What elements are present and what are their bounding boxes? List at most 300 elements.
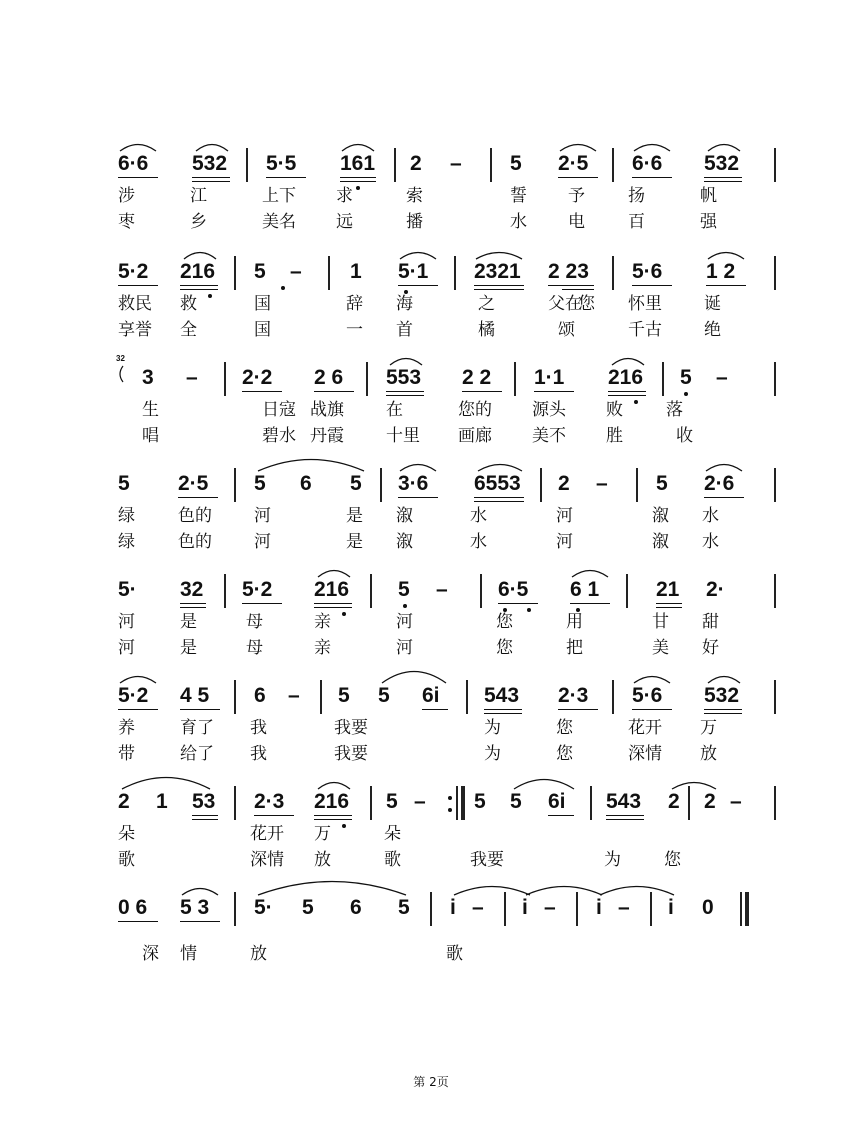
slur: [316, 566, 352, 578]
note: 216: [180, 260, 216, 283]
lyric: 是: [180, 638, 197, 658]
note: 5: [350, 472, 362, 495]
lyric: 万: [700, 718, 717, 738]
low-octave-dot: [281, 286, 285, 290]
note: 5·6: [632, 260, 663, 283]
lyric: 颂: [558, 320, 575, 340]
lyric: 您: [556, 718, 573, 738]
note: 6: [300, 472, 312, 495]
lyric: 我要: [334, 744, 368, 764]
lyric: 美不: [532, 426, 566, 446]
beam-line: [386, 391, 424, 392]
beam-line: [706, 285, 746, 286]
barline: [366, 362, 368, 396]
lyric: 把: [566, 638, 583, 658]
note: 5·2: [118, 260, 149, 283]
beam-line: [704, 181, 742, 182]
note: 5 3: [180, 896, 210, 919]
lyric: 帆: [700, 186, 717, 206]
grace-note: 32: [116, 354, 125, 363]
slur: [388, 354, 424, 366]
lyric: 为: [484, 744, 501, 764]
low-octave-dot: [634, 400, 638, 404]
note: 216: [314, 790, 350, 813]
note: 543: [606, 790, 642, 813]
lyric: 是: [346, 506, 363, 526]
lyric: 水: [510, 212, 527, 232]
note: 2 2: [462, 366, 492, 389]
lyric: 强: [700, 212, 717, 232]
barline: [774, 468, 776, 502]
lyric: 唱: [142, 426, 159, 446]
note: –: [186, 366, 198, 389]
note: 161: [340, 152, 376, 175]
barline: [688, 786, 690, 820]
barline: [480, 574, 482, 608]
note: 0 6: [118, 896, 148, 919]
lyric: 父在: [548, 294, 582, 314]
barline: [320, 680, 322, 714]
note: 2·: [706, 578, 725, 601]
score-system-1: [0, 140, 862, 260]
lyric: 溆: [652, 532, 669, 552]
lyric: 甜: [702, 612, 719, 632]
note: 2·3: [558, 684, 589, 707]
note: 532: [704, 152, 740, 175]
beam-line: [314, 819, 352, 820]
barline: [224, 362, 226, 396]
note: 5·6: [632, 684, 663, 707]
barline: [234, 786, 236, 820]
note: 2: [668, 790, 680, 813]
lyric: 深情: [250, 850, 284, 870]
note: 5: [302, 896, 314, 919]
lyric: 亲: [314, 612, 331, 632]
lyric: 您: [496, 638, 513, 658]
beam-line: [606, 819, 644, 820]
lyric: 源头: [532, 400, 566, 420]
lyric: 歌: [384, 850, 401, 870]
barline: [650, 892, 652, 926]
note: 6: [350, 896, 362, 919]
beam-line: [484, 709, 522, 710]
barline: [576, 892, 578, 926]
barline: [774, 256, 776, 290]
beam-line: [314, 815, 352, 816]
barline: [662, 362, 664, 396]
slur: [706, 140, 742, 152]
beam-line: [474, 289, 524, 290]
score-system-2: [0, 248, 862, 368]
note: 532: [704, 684, 740, 707]
note: 2·6: [704, 472, 735, 495]
lyric: 育了: [180, 718, 214, 738]
slur: [380, 666, 448, 684]
barline: [234, 680, 236, 714]
slur: [670, 778, 718, 790]
lyric: 亲: [314, 638, 331, 658]
note: 2: [558, 472, 570, 495]
note: 543: [484, 684, 520, 707]
lyric: 远: [336, 212, 353, 232]
slur: [706, 672, 742, 684]
barline: [466, 680, 468, 714]
note: –: [436, 578, 448, 601]
note: i: [596, 896, 602, 919]
barline: [370, 786, 372, 820]
note: 6·5: [498, 578, 529, 601]
lyric: 美: [652, 638, 669, 658]
low-octave-dot: [403, 604, 407, 608]
repeat-barline-thick: [461, 786, 465, 820]
note: 216: [608, 366, 644, 389]
note: 3: [142, 366, 154, 389]
note: 5: [386, 790, 398, 813]
lyric: 享誉: [118, 320, 152, 340]
beam-line: [462, 391, 502, 392]
beam-line: [558, 709, 598, 710]
note: –: [414, 790, 426, 813]
lyric: 战旗: [310, 400, 344, 420]
barline: [328, 256, 330, 290]
barline: [430, 892, 432, 926]
slur: [194, 140, 230, 152]
lyric: 您的: [458, 400, 492, 420]
slur: [558, 140, 598, 152]
note: 2·3: [254, 790, 285, 813]
lyric: 画廊: [458, 426, 492, 446]
lyric: 河: [254, 506, 271, 526]
beam-line: [254, 815, 294, 816]
note: 5·2: [118, 684, 149, 707]
lyric: 百: [628, 212, 645, 232]
lyric: 绝: [704, 320, 721, 340]
lyric: 首: [396, 320, 413, 340]
lyric: 电: [568, 212, 585, 232]
lyric: 您: [664, 850, 681, 870]
slur: [598, 882, 676, 896]
repeat-barline: [456, 786, 458, 820]
beam-line: [192, 177, 230, 178]
note: 1·1: [534, 366, 565, 389]
barline: [246, 148, 248, 182]
lyric: 朵: [384, 824, 401, 844]
note: 5: [510, 152, 522, 175]
beam-line: [474, 501, 524, 502]
lyric: 情: [180, 944, 197, 964]
lyric: 收: [676, 426, 693, 446]
lyric: 败: [606, 400, 623, 420]
slur: [632, 140, 672, 152]
beam-line: [704, 709, 742, 710]
slur: [398, 460, 438, 472]
note: 5·2: [242, 578, 273, 601]
low-octave-dot: [342, 824, 346, 828]
note: –: [544, 896, 556, 919]
lyric: 水: [702, 532, 719, 552]
lyric: 母: [246, 612, 263, 632]
repeat-dot: [448, 808, 452, 812]
barline: [636, 468, 638, 502]
note: 0: [702, 896, 714, 919]
slur: [524, 882, 604, 896]
barline: [626, 574, 628, 608]
note: 5: [398, 896, 410, 919]
barline: [504, 892, 506, 926]
beam-line: [632, 285, 672, 286]
slur: [474, 248, 524, 260]
lyric: 歌: [446, 944, 463, 964]
barline: [234, 468, 236, 502]
barline: [774, 362, 776, 396]
beam-line: [562, 289, 594, 290]
lyric: 朵: [118, 824, 135, 844]
beam-line: [474, 285, 524, 286]
note: –: [596, 472, 608, 495]
note: –: [472, 896, 484, 919]
score-system-3: [0, 354, 862, 474]
barline: [490, 148, 492, 182]
slur: [118, 140, 158, 152]
slur: [340, 140, 376, 152]
lyric: 是: [180, 612, 197, 632]
slur: [316, 778, 352, 790]
lyric: 千古: [628, 320, 662, 340]
low-octave-dot: [356, 186, 360, 190]
lyric: 一: [346, 320, 363, 340]
barline: [370, 574, 372, 608]
lyric: 播: [406, 212, 423, 232]
note: 21: [656, 578, 680, 601]
lyric: 溆: [396, 532, 413, 552]
low-octave-dot: [342, 612, 346, 616]
beam-line: [422, 709, 448, 710]
lyric: 色的: [178, 506, 212, 526]
barline: [774, 574, 776, 608]
barline: [224, 574, 226, 608]
lyric: 好: [702, 638, 719, 658]
barline: [612, 256, 614, 290]
lyric: 胜: [606, 426, 623, 446]
lyric: 歌: [118, 850, 135, 870]
beam-line: [118, 921, 158, 922]
score-system-8: [0, 884, 862, 1004]
note: 53: [192, 790, 216, 813]
barline: [612, 680, 614, 714]
lyric: 橘: [478, 320, 495, 340]
barline: [540, 468, 542, 502]
lyric: 花开: [250, 824, 284, 844]
note: 5: [474, 790, 486, 813]
barline: [774, 148, 776, 182]
lyric: 我要: [470, 850, 504, 870]
page-number: 第 2页: [413, 1075, 449, 1089]
beam-line: [340, 181, 376, 182]
lyric: 美名: [262, 212, 296, 232]
beam-line: [118, 285, 158, 286]
beam-line: [534, 391, 574, 392]
lyric: 用: [566, 612, 583, 632]
slur: [452, 882, 532, 896]
slur: [256, 876, 408, 896]
lyric: 花开: [628, 718, 662, 738]
beam-line: [398, 497, 438, 498]
slur: [120, 772, 212, 790]
note: 5: [510, 790, 522, 813]
barline: [234, 892, 236, 926]
beam-line: [570, 603, 610, 604]
note: 5: [338, 684, 350, 707]
note: –: [288, 684, 300, 707]
barline: [454, 256, 456, 290]
lyric: 水: [470, 532, 487, 552]
lyric: 日寇: [262, 400, 296, 420]
barline: [394, 148, 396, 182]
note: 2: [118, 790, 130, 813]
lyric: 河: [118, 638, 135, 658]
beam-line: [180, 289, 218, 290]
note: 5·5: [266, 152, 297, 175]
lyric: 放: [314, 850, 331, 870]
beam-line: [340, 177, 376, 178]
beam-line: [242, 391, 282, 392]
note: –: [618, 896, 630, 919]
note: 5: [378, 684, 390, 707]
note: 2·5: [558, 152, 589, 175]
lyric: 放: [250, 944, 267, 964]
beam-line: [548, 815, 574, 816]
note: 2 6: [314, 366, 344, 389]
final-barline: [740, 892, 742, 926]
note: 2 23: [548, 260, 589, 283]
beam-line: [180, 921, 220, 922]
beam-line: [498, 603, 538, 604]
note: 532: [192, 152, 228, 175]
note: –: [450, 152, 462, 175]
lyric: 溆: [652, 506, 669, 526]
lyric: 母: [246, 638, 263, 658]
note: 5·: [254, 896, 273, 919]
slur: [182, 248, 218, 260]
lyric: 给了: [180, 744, 214, 764]
lyric: 生: [142, 400, 159, 420]
lyric: 河: [556, 506, 573, 526]
lyric: 溆: [396, 506, 413, 526]
slur: [180, 884, 220, 896]
slur: [512, 774, 576, 790]
lyric: 绿: [118, 532, 135, 552]
lyric: 国: [254, 320, 271, 340]
note: 32: [180, 578, 204, 601]
lyric: 河: [396, 612, 413, 632]
slur: [118, 672, 158, 684]
beam-line: [180, 285, 218, 286]
note: 6553: [474, 472, 521, 495]
note: 553: [386, 366, 422, 389]
beam-line: [656, 607, 682, 608]
slur: [398, 248, 438, 260]
beam-line: [606, 815, 644, 816]
lyric: 求: [336, 186, 353, 206]
lyric: 辞: [346, 294, 363, 314]
note: 6·6: [118, 152, 149, 175]
note: 6 1: [570, 578, 600, 601]
grace-slur: [116, 364, 126, 384]
score-system-4: [0, 460, 862, 580]
barline: [590, 786, 592, 820]
beam-line: [386, 395, 424, 396]
beam-line: [474, 497, 524, 498]
lyric: 我: [250, 744, 267, 764]
note: 216: [314, 578, 350, 601]
barline: [380, 468, 382, 502]
beam-line: [178, 497, 218, 498]
lyric: 万: [314, 824, 331, 844]
note: 5: [254, 260, 266, 283]
note: i: [668, 896, 674, 919]
slur: [256, 454, 366, 472]
lyric: 深情: [628, 744, 662, 764]
note: 5: [398, 578, 410, 601]
note: i: [522, 896, 528, 919]
beam-line: [192, 181, 230, 182]
lyric: 为: [604, 850, 621, 870]
beam-line: [704, 497, 744, 498]
beam-line: [192, 819, 218, 820]
note: 5: [118, 472, 130, 495]
note: 5: [680, 366, 692, 389]
score-system-7: [0, 778, 862, 898]
lyric: 全: [180, 320, 197, 340]
note: 2321: [474, 260, 521, 283]
lyric: 色的: [178, 532, 212, 552]
lyric: 丹霞: [310, 426, 344, 446]
beam-line: [266, 177, 306, 178]
barline: [612, 148, 614, 182]
beam-line: [484, 713, 522, 714]
beam-line: [548, 285, 594, 286]
lyric: 怀里: [628, 294, 662, 314]
lyric: 养: [118, 718, 135, 738]
beam-line: [632, 709, 672, 710]
beam-line: [192, 815, 218, 816]
lyric: 绿: [118, 506, 135, 526]
beam-line: [118, 709, 158, 710]
lyric: 带: [118, 744, 135, 764]
beam-line: [656, 603, 682, 604]
barline: [514, 362, 516, 396]
lyric: 水: [702, 506, 719, 526]
note: 6i: [422, 684, 440, 707]
lyric: 您: [556, 744, 573, 764]
low-octave-dot: [527, 608, 531, 612]
note: 2·2: [242, 366, 273, 389]
beam-line: [180, 607, 206, 608]
lyric: 水: [470, 506, 487, 526]
note: 1: [350, 260, 362, 283]
lyric: 扬: [628, 186, 645, 206]
lyric: 碧水: [262, 426, 296, 446]
lyric: 深: [142, 944, 159, 964]
lyric: 上下: [262, 186, 296, 206]
lyric: 河: [396, 638, 413, 658]
note: 2: [704, 790, 716, 813]
note: –: [730, 790, 742, 813]
note: 5: [656, 472, 668, 495]
note: –: [290, 260, 302, 283]
slur: [570, 566, 610, 578]
beam-line: [608, 395, 646, 396]
